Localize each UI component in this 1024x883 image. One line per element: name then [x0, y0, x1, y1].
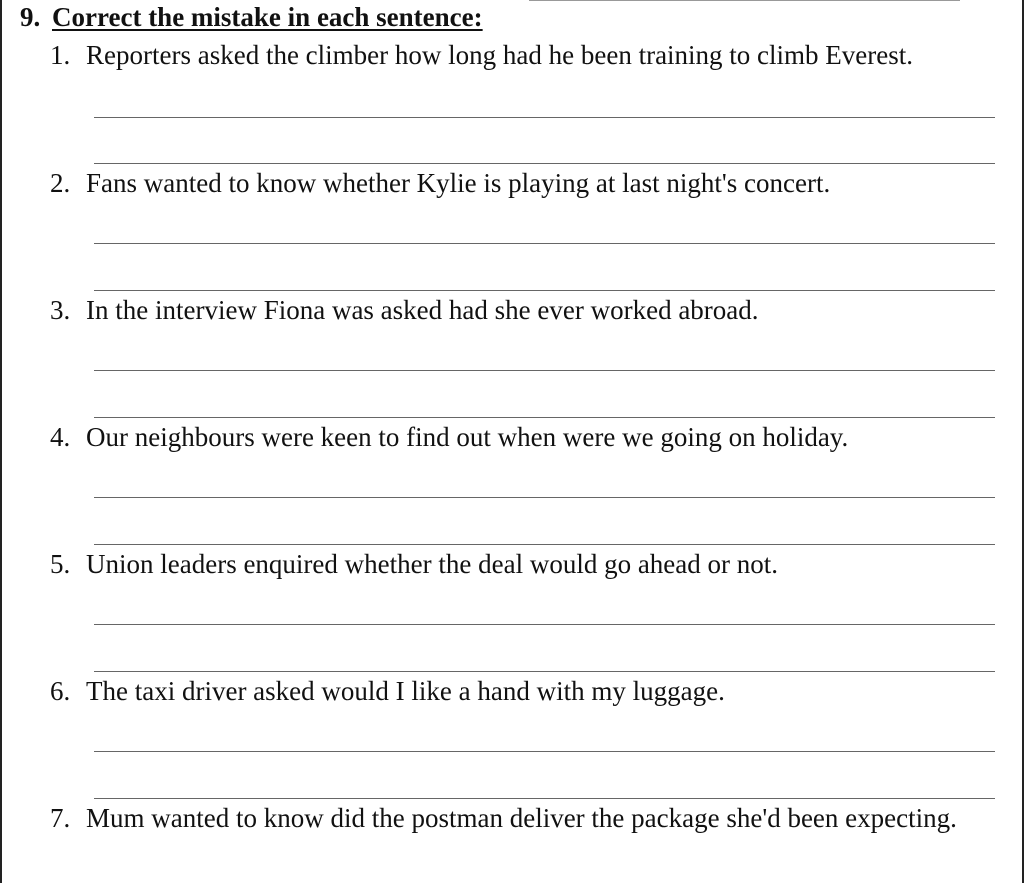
answer-line-2a[interactable]: [94, 243, 995, 244]
exercise-title: Correct the mistake in each sentence:: [52, 2, 483, 32]
sentence-number: 4.: [50, 422, 71, 452]
top-divider: [529, 0, 960, 1]
sentence-number: 2.: [50, 168, 71, 198]
exercise-number: 9.: [20, 2, 41, 32]
sentence-text: The taxi driver asked would I like a hand with my luggage.: [86, 676, 725, 706]
answer-line-1b[interactable]: [94, 163, 995, 164]
sentence-text: Fans wanted to know whether Kylie is playing at last night's concert.: [86, 168, 831, 198]
sentence-number: 1.: [50, 40, 71, 70]
answer-line-4b[interactable]: [94, 544, 995, 545]
sentence-number: 5.: [50, 549, 71, 579]
answer-line-3a[interactable]: [94, 370, 995, 371]
answer-line-4a[interactable]: [94, 497, 995, 498]
answer-line-6a[interactable]: [94, 751, 995, 752]
sentence-number: 6.: [50, 676, 71, 706]
exercise-heading: [20, 2, 483, 33]
sentence-number: 7.: [50, 803, 71, 833]
sentence-text: Mum wanted to know did the postman deliver the package she'd been expecting.: [86, 803, 957, 833]
answer-line-5b[interactable]: [94, 671, 995, 672]
sentence-text: Reporters asked the climber how long had he been training to climb Everest.: [86, 40, 914, 70]
answer-line-3b[interactable]: [94, 417, 995, 418]
answer-line-2b[interactable]: [94, 290, 995, 291]
sentence-text: Our neighbours were keen to find out when were we going on holiday.: [86, 422, 849, 452]
sentence-text: In the interview Fiona was asked had she ever worked abroad.: [86, 295, 759, 325]
answer-line-1a[interactable]: [94, 117, 995, 118]
answer-line-5a[interactable]: [94, 624, 995, 625]
sentence-number: 3.: [50, 295, 71, 325]
sentence-text: Union leaders enquired whether the deal would go ahead or not.: [86, 549, 779, 579]
answer-line-6b[interactable]: [94, 798, 995, 799]
